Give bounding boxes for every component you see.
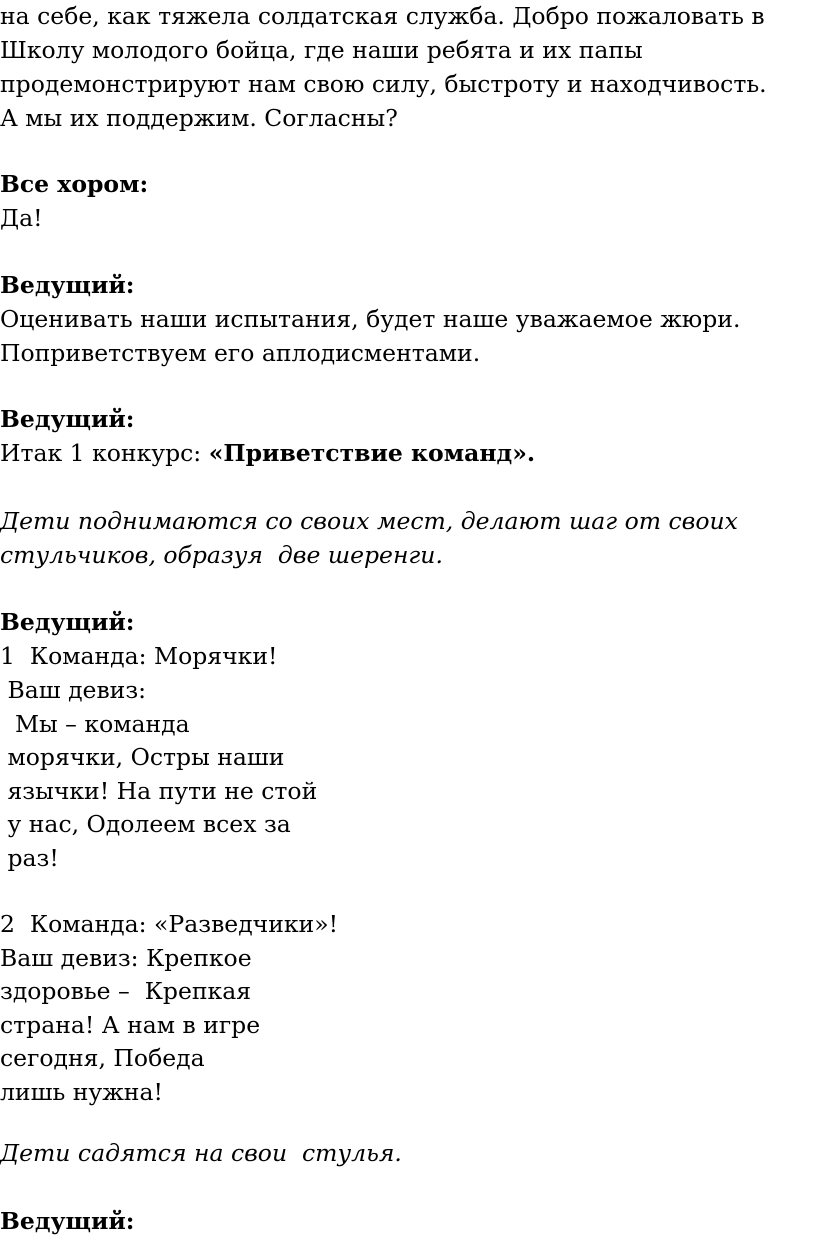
- team2-motto-line: сегодня, Победа: [0, 1044, 205, 1072]
- team1-title: 1 Команда: Морячки!: [0, 642, 278, 670]
- host-speaker: Ведущий:: [0, 271, 135, 299]
- host-speaker: Ведущий:: [0, 405, 135, 433]
- team1-motto-line: у нас, Одолеем всех за: [0, 810, 291, 838]
- stage-direction: Дети поднимаются со своих мест, делают шаг от своих: [0, 507, 738, 535]
- team1-motto-label: Ваш девиз:: [0, 676, 147, 704]
- team2-motto-line: лишь нужна!: [0, 1078, 163, 1106]
- intro-line: А мы их поддержим. Согласны?: [0, 104, 398, 132]
- team1-motto-line: язычки! На пути не стой: [0, 777, 318, 805]
- team1-motto-line: морячки, Остры наши: [0, 743, 285, 771]
- team1-motto-line: раз!: [0, 844, 59, 872]
- contest-prefix: Итак 1 конкурс:: [0, 439, 209, 467]
- host-line: Оценивать наши испытания, будет наше уважаемое жюри.: [0, 305, 741, 333]
- chorus-text: Да!: [0, 204, 43, 232]
- team2-title: 2 Команда: «Разведчики»!: [0, 910, 339, 938]
- host-speaker: Ведущий:: [0, 608, 135, 636]
- contest-title: «Приветствие команд».: [208, 439, 536, 467]
- team1-motto-line: Мы – команда: [0, 710, 190, 738]
- team2-motto-line: Ваш девиз: Крепкое: [0, 944, 252, 972]
- host-line: Поприветствуем его аплодисментами.: [0, 339, 481, 367]
- host-speaker: Ведущий:: [0, 1207, 135, 1235]
- stage-direction: Дети садятся на свои стулья.: [0, 1139, 402, 1167]
- team2-motto-line: страна! А нам в игре: [0, 1011, 261, 1039]
- contest-line: [0, 437, 535, 471]
- intro-line: на себе, как тяжела солдатская служба. Добро пожаловать в: [0, 2, 765, 30]
- team2-motto-line: здоровье – Крепкая: [0, 977, 252, 1005]
- intro-line: Школу молодого бойца, где наши ребята и их папы: [0, 36, 643, 64]
- intro-line: продемонстрируют нам свою силу, быстроту и находчивость.: [0, 70, 767, 98]
- stage-direction: стульчиков, образуя две шеренги.: [0, 541, 443, 569]
- chorus-speaker: Все хором:: [0, 170, 149, 198]
